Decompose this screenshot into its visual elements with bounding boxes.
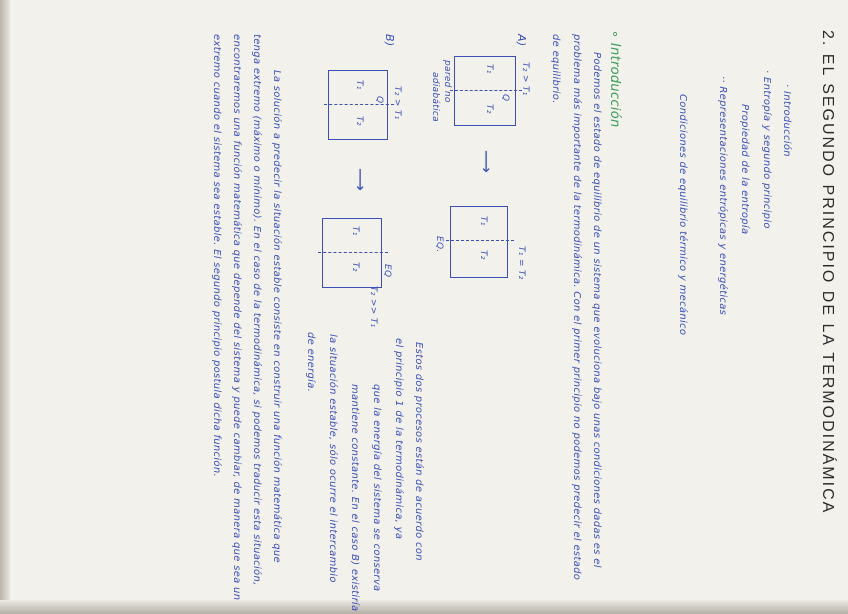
closing-line: encontraremos una función matemática que depende del sistema y puede cambiar, de manera que sea un — [231, 34, 242, 601]
side-line: de energía. — [305, 332, 316, 393]
case-a-arrow-icon: ⟶ — [477, 150, 496, 173]
case-a-wall-note: pared no — [442, 60, 452, 103]
side-line: el principio 1 de la termodinámica, ya — [393, 338, 404, 540]
case-b-eq-label: EQ — [382, 264, 392, 278]
case-a-heat: Q — [500, 94, 510, 102]
side-line: que la energía del sistema se conserva — [371, 384, 382, 592]
closing-line: La solución a predecir la situación estable consiste en construir una función matemática que — [271, 70, 282, 563]
intro-heading: ∘ Introducción — [607, 30, 622, 128]
case-b-wall — [324, 104, 394, 105]
case-b-heat: Q — [374, 96, 384, 104]
closing-line: extremo cuando el sistema sea estable. El segundo principio postula dicha función. — [211, 34, 222, 477]
case-b-eq-wall — [318, 252, 388, 253]
case-b-condition: T₂ > T₁ — [392, 86, 402, 120]
case-b-label: B) — [383, 34, 396, 47]
intro-line: Podemos el estado de equilibrio de un sistema que evoluciona bajo unas condiciones dadas es el — [591, 52, 602, 568]
case-a-eq-t2: T₂ — [478, 250, 488, 260]
case-a-t2: T₂ — [484, 104, 494, 114]
side-line: la situación estable, sólo ocurre el intercambio — [327, 334, 338, 583]
toc-item: · Entropía y segundo principio — [761, 70, 772, 229]
case-b-t1: T₁ — [354, 80, 364, 90]
page-title: 2. EL SEGUNDO PRINCIPIO DE LA TERMODINÁMICA — [819, 30, 836, 515]
toc-item: Propiedad de la entropía — [739, 104, 750, 235]
case-a-eq-wall — [446, 240, 514, 241]
case-a-condition: T₂ > T₁ — [520, 62, 530, 96]
toc-item: ·· Representaciones entrópicas y energéticas — [717, 76, 728, 316]
case-a-eq-label: EQ. — [434, 236, 444, 253]
toc-item: Condiciones de equilibrio térmico y mecánico — [677, 94, 688, 336]
intro-line: problema más importante de la termodinámica. Con el primer principio no podemos predecir el estado — [571, 34, 582, 581]
case-a-label: A) — [515, 34, 528, 47]
case-a-wall-note: adiabática — [430, 72, 440, 122]
toc-item: · Introducción — [781, 84, 792, 157]
case-a-t1: T₁ — [484, 64, 494, 74]
case-b-t2: T₂ — [354, 116, 364, 126]
intro-line: de equilibrio. — [550, 34, 561, 104]
case-a-eq-t1: T₁ — [478, 216, 488, 226]
case-b-eq-t2: T₂ — [350, 262, 360, 272]
case-b-eq-t1: T₁ — [350, 226, 360, 236]
case-a-wall — [450, 90, 522, 91]
side-line: Estos dos procesos están de acuerdo con — [413, 342, 424, 561]
side-line: mantiene constante. En el caso B) existiría — [349, 384, 360, 612]
case-a-eq-condition: T₁ = T₂ — [516, 246, 526, 280]
case-b-arrow-icon: ⟶ — [351, 168, 370, 191]
case-b-eq-condition: T₂ >> T₁ — [368, 286, 378, 328]
closing-line: tenga extremo (máximo o mínimo). En el caso de la termodinámica, si podemos traducir esta situación, — [251, 34, 262, 586]
